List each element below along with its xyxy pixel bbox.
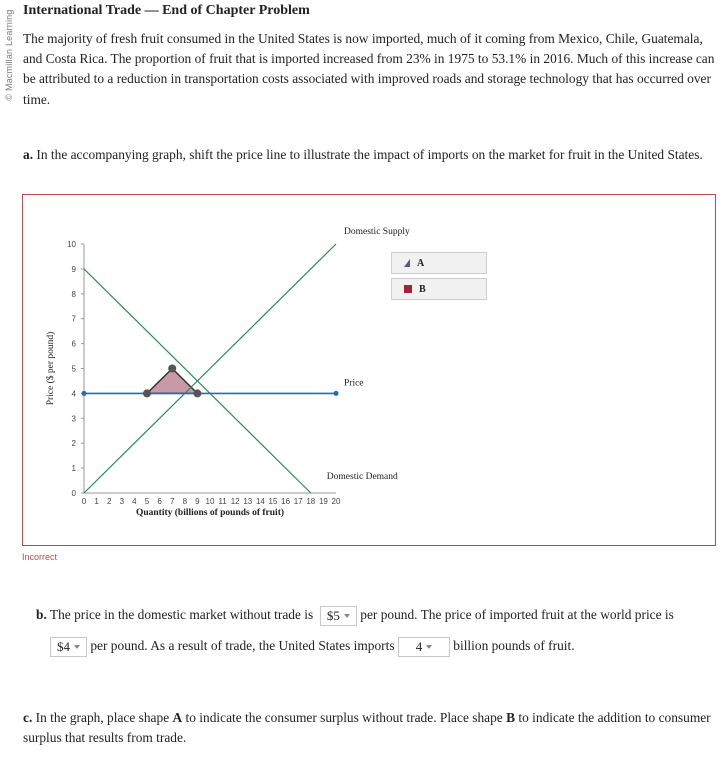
x-tick-label: 11	[218, 497, 227, 506]
page-title: International Trade — End of Chapter Problem	[23, 3, 310, 18]
question-c: c. In the graph, place shape A to indicate the consumer surplus without trade. Place shape B to indicate the addition to consumer surplus that results from trade.	[23, 710, 711, 745]
x-tick-label: 7	[169, 497, 175, 506]
question-b-line2: $4 per pound. As a result of trade, the United States imports 4 billion pounds of fruit.	[50, 637, 575, 657]
x-tick-label: 0	[81, 497, 87, 506]
y-tick-label: 5	[71, 364, 76, 374]
y-tick-label: 6	[71, 339, 76, 349]
shape-b-vertex[interactable]	[193, 389, 201, 397]
x-tick-label: 14	[255, 497, 265, 506]
chevron-down-icon	[344, 614, 350, 618]
tool-shape-b[interactable]: B	[391, 278, 487, 300]
x-tick-label: 8	[182, 497, 188, 506]
x-tick-label: 9	[195, 497, 200, 506]
status-badge: Incorrect	[22, 552, 58, 562]
shape-b-vertex[interactable]	[143, 389, 151, 397]
dropdown-imports[interactable]: 4	[398, 637, 450, 657]
x-tick-label: 5	[144, 497, 150, 506]
x-tick-label: 12	[230, 497, 240, 506]
x-tick-label: 19	[318, 497, 328, 506]
x-tick-label: 20	[331, 497, 341, 506]
y-tick-label: 0	[71, 489, 76, 498]
y-tick-label: 10	[67, 240, 76, 249]
x-tick-label: 1	[94, 497, 99, 506]
y-tick-label: 3	[71, 414, 76, 424]
x-axis-label: Quantity (billions of pounds of fruit)	[135, 508, 285, 518]
x-tick-label: 4	[132, 497, 137, 506]
watermark: © Macmillan Learning	[4, 9, 14, 101]
x-tick-label: 6	[157, 497, 162, 506]
x-tick-label: 13	[243, 497, 253, 506]
x-tick-label: 16	[281, 497, 291, 506]
shape-b-vertex[interactable]	[168, 365, 176, 373]
price-line-handle[interactable]	[82, 391, 87, 396]
y-axis-label: Price ($ per pound)	[46, 331, 56, 406]
supply-label: Domestic Supply	[344, 227, 410, 237]
dropdown-domestic-price[interactable]: $5	[320, 606, 357, 626]
graph-panel	[22, 194, 716, 546]
price-line-handle[interactable]	[334, 391, 339, 396]
x-tick-label: 17	[293, 497, 303, 506]
question-b-line1: b. The price in the domestic market without trade is $5 per pound. The price of imported fruit at the world price is	[36, 606, 674, 626]
x-tick-label: 15	[268, 497, 278, 506]
demand-label: Domestic Demand	[326, 472, 398, 482]
supply-curve	[84, 244, 336, 493]
y-tick-label: 1	[71, 464, 76, 474]
x-tick-label: 18	[306, 497, 316, 506]
intro-paragraph: The majority of fresh fruit consumed in the United States is now imported, much of it coming from Mexico, Chile, Guatemala, and Costa Rica. The proportion of fruit that is imported increased from 23% in 1975 to 53.1% in 2016. Much of this increase can be attributed to a reduction in transportation costs associated with improved roads and storage technology that has occurred over time.	[23, 31, 715, 107]
dropdown-world-price[interactable]: $4	[50, 637, 87, 657]
square-icon	[404, 285, 412, 293]
y-tick-label: 9	[71, 264, 76, 274]
price-label: Price	[344, 378, 364, 389]
y-tick-label: 8	[71, 289, 76, 299]
x-tick-label: 3	[119, 497, 125, 506]
graph-svg[interactable]	[23, 195, 715, 545]
y-tick-label: 4	[71, 389, 76, 399]
x-tick-label: 2	[106, 497, 112, 506]
y-tick-label: 7	[71, 314, 76, 324]
y-tick-label: 2	[71, 439, 76, 449]
x-tick-label: 10	[205, 497, 215, 506]
triangle-icon	[404, 259, 410, 267]
chevron-down-icon	[426, 645, 432, 649]
question-a: a. In the accompanying graph, shift the price line to illustrate the impact of imports on the market for fruit in the United States.	[23, 147, 703, 162]
tool-shape-a[interactable]: A	[391, 252, 487, 274]
chevron-down-icon	[74, 645, 80, 649]
